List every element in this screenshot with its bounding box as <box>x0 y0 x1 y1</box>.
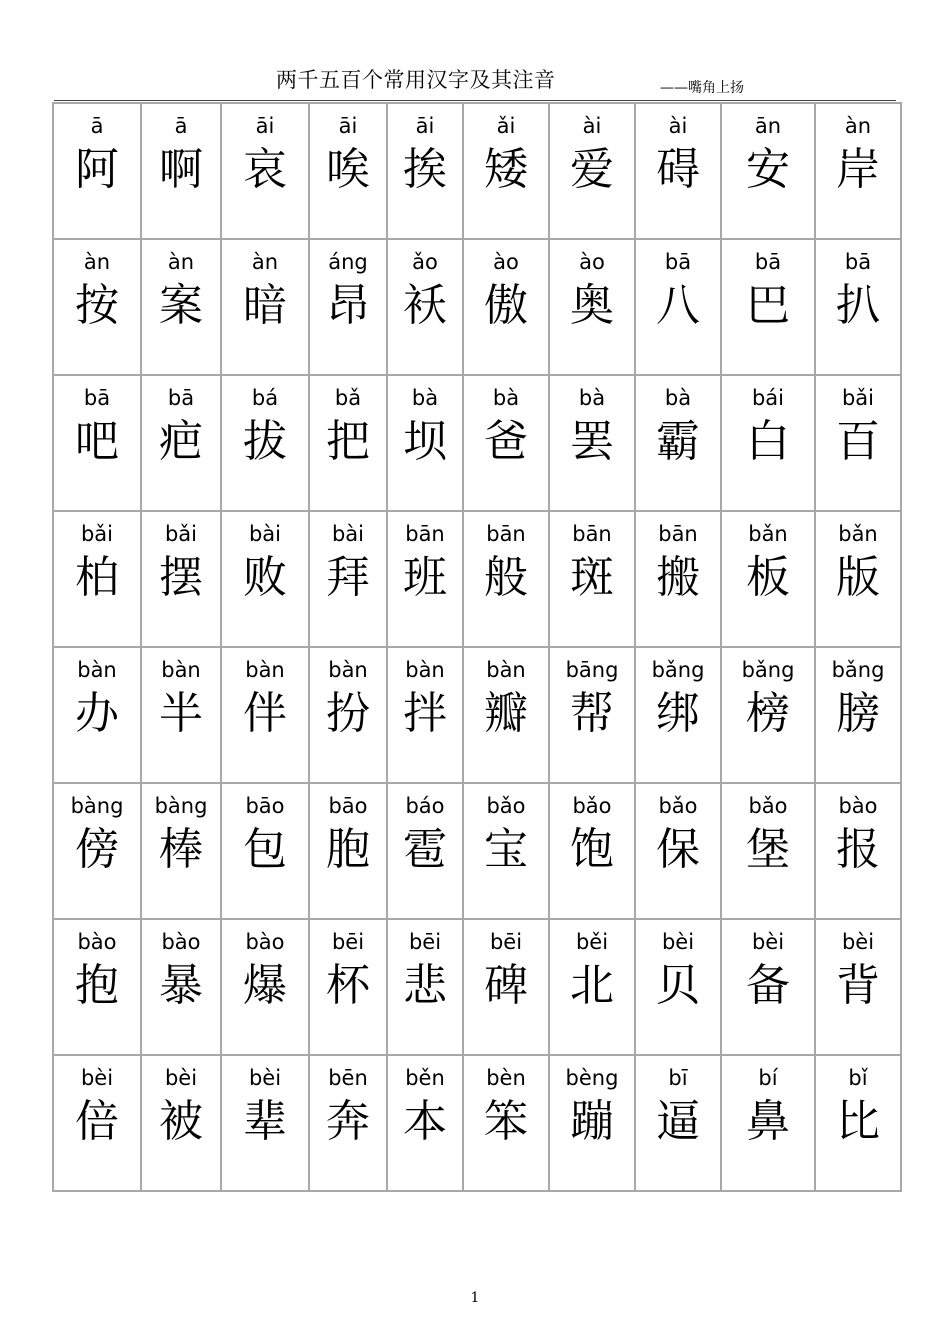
pinyin-label: áng <box>328 250 368 274</box>
pinyin-label: bān <box>658 522 698 546</box>
pinyin-label: bāng <box>565 658 619 682</box>
hanzi-character: 杯 <box>326 960 370 1011</box>
pinyin-label: bàn <box>161 658 201 682</box>
character-cell <box>636 512 722 648</box>
hanzi-character: 拜 <box>326 552 370 603</box>
hanzi-character: 蹦 <box>570 1096 614 1147</box>
pinyin-label: bèi <box>751 930 785 954</box>
character-cell <box>464 1056 550 1192</box>
character-cell <box>142 648 222 784</box>
character-cell <box>54 376 142 512</box>
hanzi-character: 昂 <box>326 280 370 331</box>
character-cell <box>388 648 464 784</box>
pinyin-label: bān <box>405 522 445 546</box>
character-cell <box>142 240 222 376</box>
pinyin-label: bǎn <box>748 522 788 546</box>
hanzi-character: 贝 <box>656 960 700 1011</box>
pinyin-label: bèi <box>661 930 695 954</box>
hanzi-character: 罢 <box>570 416 614 467</box>
character-cell <box>142 376 222 512</box>
pinyin-label: bǐ <box>848 1066 868 1090</box>
hanzi-character: 伴 <box>243 688 287 739</box>
character-cell <box>310 376 388 512</box>
pinyin-label: ài <box>582 114 602 138</box>
character-cell <box>636 376 722 512</box>
pinyin-label: āi <box>338 114 358 138</box>
pinyin-label: bàn <box>77 658 117 682</box>
hanzi-character: 案 <box>159 280 203 331</box>
character-cell <box>310 648 388 784</box>
hanzi-character: 半 <box>159 688 203 739</box>
pinyin-label: ài <box>668 114 688 138</box>
hanzi-character: 办 <box>75 688 119 739</box>
page-number: 1 <box>470 1290 480 1306</box>
hanzi-character: 宝 <box>484 824 528 875</box>
hanzi-character: 碍 <box>656 144 700 195</box>
character-cell <box>54 512 142 648</box>
character-cell <box>550 648 636 784</box>
character-cell <box>464 784 550 920</box>
character-cell <box>816 104 902 240</box>
hanzi-character: 哀 <box>243 144 287 195</box>
character-cell <box>310 512 388 648</box>
hanzi-character: 版 <box>836 552 880 603</box>
hanzi-character: 安 <box>746 144 790 195</box>
hanzi-character: 拌 <box>403 688 447 739</box>
hanzi-character: 笨 <box>484 1096 528 1147</box>
character-cell <box>816 1056 902 1192</box>
character-cell <box>54 784 142 920</box>
character-cell <box>722 784 816 920</box>
character-cell <box>142 920 222 1056</box>
pinyin-label: bèi <box>841 930 875 954</box>
character-cell <box>722 920 816 1056</box>
hanzi-character: 爸 <box>484 416 528 467</box>
hanzi-character: 北 <box>570 960 614 1011</box>
character-cell <box>464 240 550 376</box>
pinyin-label: ān <box>754 114 782 138</box>
pinyin-label: àn <box>251 250 279 274</box>
pinyin-label: bēn <box>328 1066 368 1090</box>
hanzi-character: 坝 <box>403 416 447 467</box>
hanzi-character: 摆 <box>159 552 203 603</box>
pinyin-label: bā <box>664 250 692 274</box>
author-signature: ——嘴角上扬 <box>660 80 744 96</box>
character-cell <box>464 920 550 1056</box>
pinyin-label: bǎng <box>741 658 795 682</box>
pinyin-label: bà <box>411 386 439 410</box>
pinyin-label: àn <box>844 114 872 138</box>
character-cell <box>222 1056 310 1192</box>
hanzi-character: 扮 <box>326 688 370 739</box>
hanzi-character: 榜 <box>746 688 790 739</box>
character-cell <box>388 920 464 1056</box>
character-cell <box>722 240 816 376</box>
pinyin-label: bēi <box>331 930 365 954</box>
character-cell <box>54 240 142 376</box>
character-cell <box>54 648 142 784</box>
character-cell <box>222 648 310 784</box>
character-cell <box>550 1056 636 1192</box>
character-cell <box>636 920 722 1056</box>
hanzi-character: 雹 <box>403 824 447 875</box>
hanzi-character: 背 <box>836 960 880 1011</box>
hanzi-character: 暴 <box>159 960 203 1011</box>
hanzi-character: 班 <box>403 552 447 603</box>
hanzi-character: 斑 <box>570 552 614 603</box>
character-cell <box>550 240 636 376</box>
hanzi-character: 奥 <box>570 280 614 331</box>
character-cell <box>816 784 902 920</box>
character-cell <box>142 512 222 648</box>
character-cell <box>222 784 310 920</box>
character-cell <box>464 104 550 240</box>
character-cell <box>464 648 550 784</box>
character-cell <box>816 648 902 784</box>
character-cell <box>722 648 816 784</box>
hanzi-character: 绑 <box>656 688 700 739</box>
character-cell <box>816 376 902 512</box>
character-cell <box>464 512 550 648</box>
hanzi-character: 啊 <box>159 144 203 195</box>
pinyin-label: bāo <box>245 794 285 818</box>
character-cell <box>636 648 722 784</box>
hanzi-character: 白 <box>746 416 790 467</box>
hanzi-character: 败 <box>243 552 287 603</box>
character-cell <box>310 920 388 1056</box>
pinyin-label: běn <box>405 1066 445 1090</box>
pinyin-label: bǎo <box>658 794 698 818</box>
character-cell <box>388 784 464 920</box>
page-title: 两千五百个常用汉字及其注音 <box>276 68 556 92</box>
character-cell <box>142 1056 222 1192</box>
character-table <box>52 102 902 1192</box>
pinyin-label: běi <box>575 930 609 954</box>
hanzi-character: 袄 <box>403 280 447 331</box>
pinyin-label: bēi <box>489 930 523 954</box>
character-cell <box>310 104 388 240</box>
pinyin-label: bǎng <box>831 658 885 682</box>
hanzi-character: 报 <box>836 824 880 875</box>
character-cell <box>142 784 222 920</box>
hanzi-character: 傲 <box>484 280 528 331</box>
pinyin-label: bài <box>331 522 365 546</box>
hanzi-character: 扒 <box>836 280 880 331</box>
character-cell <box>636 784 722 920</box>
pinyin-label: bā <box>167 386 195 410</box>
character-cell <box>54 920 142 1056</box>
pinyin-label: ǎo <box>412 250 438 274</box>
character-cell <box>722 376 816 512</box>
pinyin-label: bān <box>572 522 612 546</box>
character-cell <box>222 240 310 376</box>
hanzi-character: 挨 <box>403 144 447 195</box>
hanzi-character: 膀 <box>836 688 880 739</box>
hanzi-character: 般 <box>484 552 528 603</box>
pinyin-label: bào <box>77 930 117 954</box>
pinyin-label: bào <box>161 930 201 954</box>
hanzi-character: 碑 <box>484 960 528 1011</box>
hanzi-character: 胞 <box>326 824 370 875</box>
hanzi-character: 逼 <box>656 1096 700 1147</box>
pinyin-label: àn <box>167 250 195 274</box>
character-cell <box>816 240 902 376</box>
character-cell <box>550 512 636 648</box>
pinyin-label: bàn <box>486 658 526 682</box>
character-cell <box>722 1056 816 1192</box>
hanzi-character: 瓣 <box>484 688 528 739</box>
pinyin-label: ào <box>579 250 605 274</box>
character-cell <box>550 784 636 920</box>
hanzi-character: 包 <box>243 824 287 875</box>
character-cell <box>722 512 816 648</box>
hanzi-character: 抱 <box>75 960 119 1011</box>
pinyin-label: bī <box>668 1066 688 1090</box>
character-cell <box>550 104 636 240</box>
hanzi-character: 搬 <box>656 552 700 603</box>
pinyin-label: bèi <box>248 1066 282 1090</box>
pinyin-label: bèn <box>486 1066 526 1090</box>
character-cell <box>310 1056 388 1192</box>
hanzi-character: 堡 <box>746 824 790 875</box>
pinyin-label: bèi <box>164 1066 198 1090</box>
pinyin-label: bèi <box>80 1066 114 1090</box>
character-cell <box>222 104 310 240</box>
pinyin-label: bā <box>844 250 872 274</box>
pinyin-label: bà <box>578 386 606 410</box>
pinyin-label: bǎi <box>80 522 114 546</box>
hanzi-character: 霸 <box>656 416 700 467</box>
pinyin-label: ǎi <box>496 114 516 138</box>
character-cell <box>310 784 388 920</box>
hanzi-character: 矮 <box>484 144 528 195</box>
hanzi-character: 奔 <box>326 1096 370 1147</box>
hanzi-character: 悲 <box>403 960 447 1011</box>
pinyin-label: báo <box>405 794 445 818</box>
pinyin-label: bào <box>245 930 285 954</box>
pinyin-label: āi <box>255 114 275 138</box>
pinyin-label: bǎn <box>838 522 878 546</box>
hanzi-character: 百 <box>836 416 880 467</box>
hanzi-character: 被 <box>159 1096 203 1147</box>
pinyin-label: bàng <box>70 794 124 818</box>
pinyin-label: bá <box>251 386 279 410</box>
character-cell <box>816 512 902 648</box>
pinyin-label: bài <box>248 522 282 546</box>
pinyin-label: bà <box>492 386 520 410</box>
hanzi-character: 唉 <box>326 144 370 195</box>
hanzi-character: 疤 <box>159 416 203 467</box>
character-cell <box>722 104 816 240</box>
pinyin-label: bí <box>758 1066 778 1090</box>
hanzi-character: 倍 <box>75 1096 119 1147</box>
pinyin-label: bàn <box>245 658 285 682</box>
character-cell <box>222 920 310 1056</box>
character-cell <box>464 376 550 512</box>
pinyin-label: bǎi <box>164 522 198 546</box>
hanzi-character: 拔 <box>243 416 287 467</box>
header-divider <box>54 100 896 101</box>
hanzi-character: 爱 <box>570 144 614 195</box>
character-cell <box>388 376 464 512</box>
character-cell <box>142 104 222 240</box>
hanzi-character: 棒 <box>159 824 203 875</box>
hanzi-character: 辈 <box>243 1096 287 1147</box>
pinyin-label: bà <box>664 386 692 410</box>
character-cell <box>54 104 142 240</box>
hanzi-character: 饱 <box>570 824 614 875</box>
character-cell <box>550 920 636 1056</box>
pinyin-label: ào <box>493 250 519 274</box>
pinyin-label: āi <box>415 114 435 138</box>
pinyin-label: bàn <box>405 658 445 682</box>
hanzi-character: 备 <box>746 960 790 1011</box>
pinyin-label: bèng <box>565 1066 619 1090</box>
character-cell <box>636 1056 722 1192</box>
pinyin-label: bǎo <box>572 794 612 818</box>
hanzi-character: 巴 <box>746 280 790 331</box>
pinyin-label: bàng <box>154 794 208 818</box>
hanzi-character: 吧 <box>75 416 119 467</box>
hanzi-character: 帮 <box>570 688 614 739</box>
hanzi-character: 把 <box>326 416 370 467</box>
pinyin-label: ā <box>90 114 104 138</box>
pinyin-label: bǎo <box>748 794 788 818</box>
character-cell <box>636 240 722 376</box>
hanzi-character: 保 <box>656 824 700 875</box>
pinyin-label: bǎi <box>841 386 875 410</box>
character-cell <box>388 512 464 648</box>
hanzi-character: 柏 <box>75 552 119 603</box>
hanzi-character: 爆 <box>243 960 287 1011</box>
character-cell <box>388 1056 464 1192</box>
pinyin-label: bàn <box>328 658 368 682</box>
pinyin-label: bǎ <box>334 386 362 410</box>
hanzi-character: 岸 <box>836 144 880 195</box>
pinyin-label: bǎo <box>486 794 526 818</box>
pinyin-label: bào <box>838 794 878 818</box>
pinyin-label: àn <box>83 250 111 274</box>
hanzi-character: 本 <box>403 1096 447 1147</box>
character-cell <box>550 376 636 512</box>
pinyin-label: bān <box>486 522 526 546</box>
hanzi-character: 板 <box>746 552 790 603</box>
character-cell <box>816 920 902 1056</box>
pinyin-label: bǎng <box>651 658 705 682</box>
hanzi-character: 比 <box>836 1096 880 1147</box>
pinyin-label: bāo <box>328 794 368 818</box>
character-cell <box>636 104 722 240</box>
character-cell <box>222 512 310 648</box>
hanzi-character: 暗 <box>243 280 287 331</box>
character-cell <box>388 240 464 376</box>
hanzi-character: 八 <box>656 280 700 331</box>
pinyin-label: bā <box>83 386 111 410</box>
hanzi-character: 傍 <box>75 824 119 875</box>
pinyin-label: bái <box>751 386 785 410</box>
character-cell <box>310 240 388 376</box>
character-cell <box>54 1056 142 1192</box>
pinyin-label: ā <box>174 114 188 138</box>
hanzi-character: 鼻 <box>746 1096 790 1147</box>
character-cell <box>222 376 310 512</box>
pinyin-label: bēi <box>408 930 442 954</box>
hanzi-character: 按 <box>75 280 119 331</box>
character-cell <box>388 104 464 240</box>
hanzi-character: 阿 <box>75 144 119 195</box>
pinyin-label: bā <box>754 250 782 274</box>
